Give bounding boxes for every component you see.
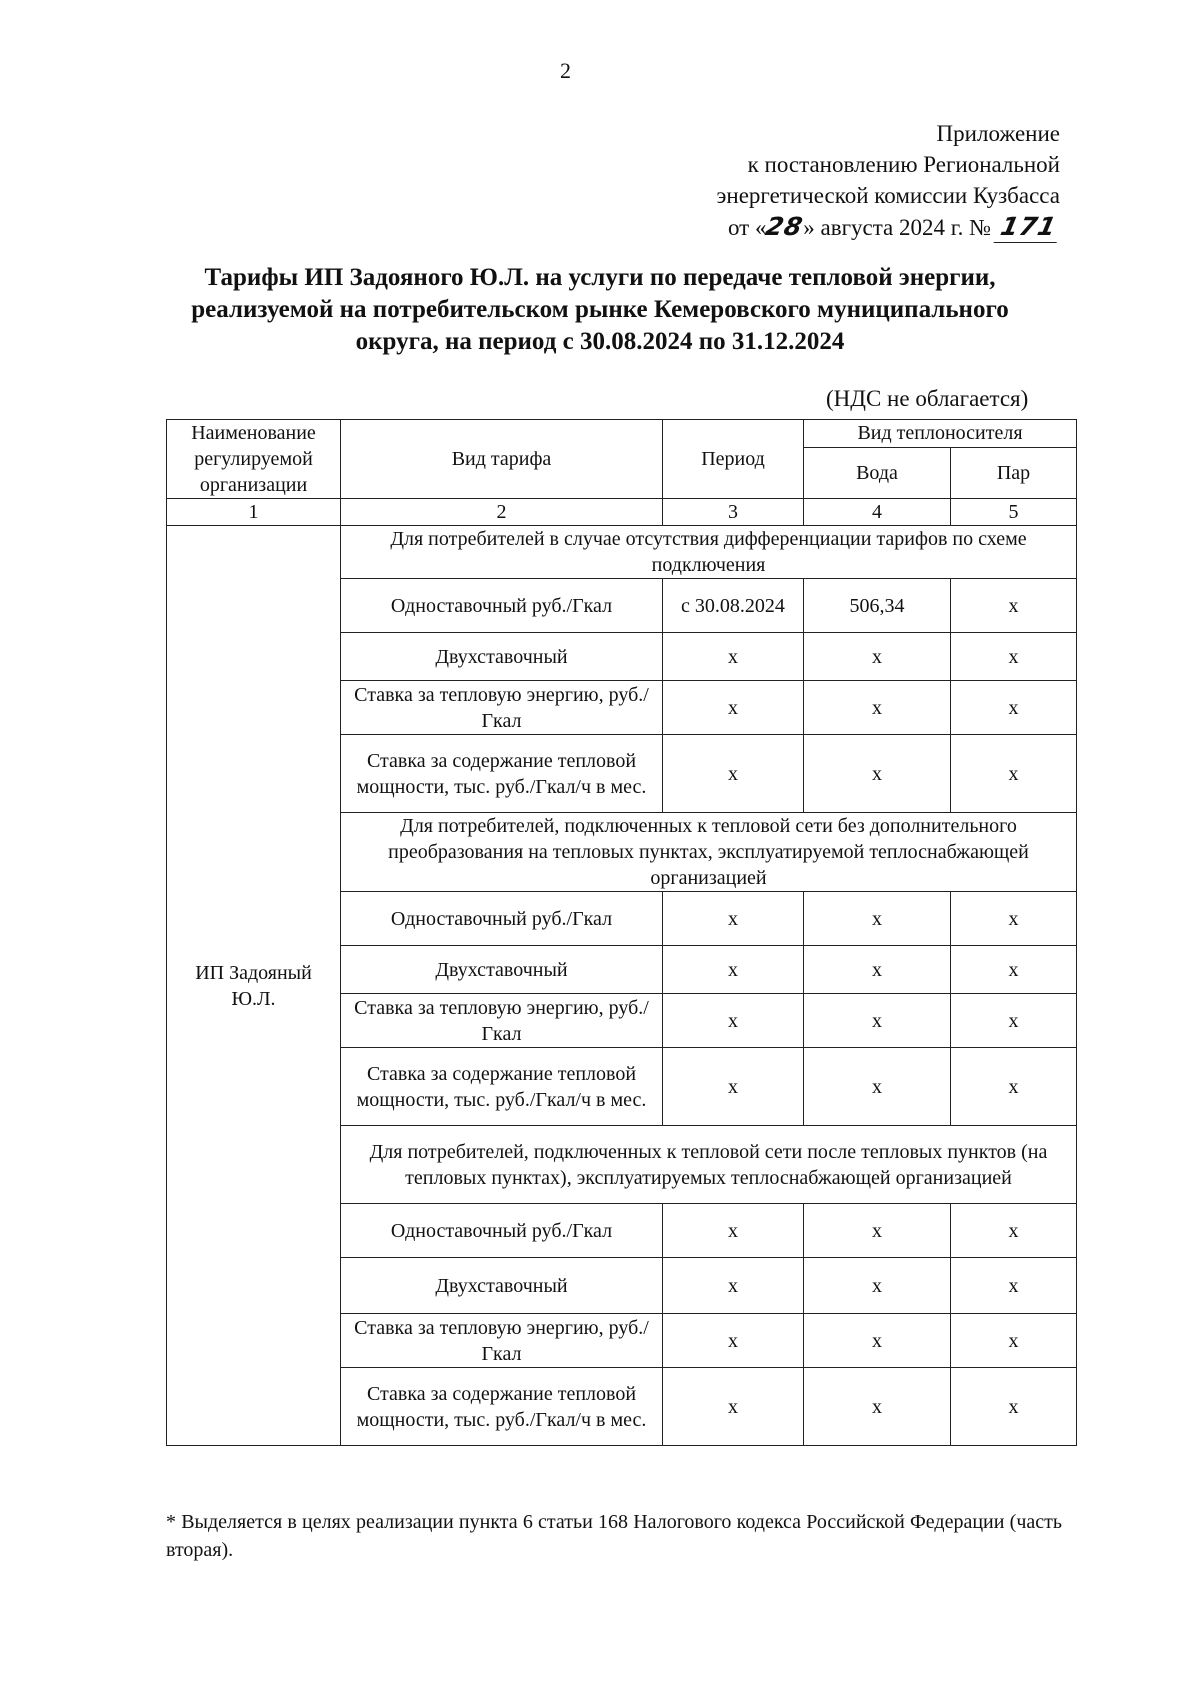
appendix-label: Приложение [936,121,1060,146]
water-cell: х [804,735,951,813]
tariff-type-cell: Одноставочный руб./Гкал [341,1204,663,1258]
footnote: * Выделяется в целях реализации пункта 6 статьи 168 Налогового кодекса Российской Федерации (часть вторая). [166,1511,1062,1561]
period-cell: с 30.08.2024 [663,579,804,633]
period-cell: х [663,735,804,813]
steam-cell: х [951,892,1077,946]
tariff-table [166,419,1077,1446]
period-cell: х [663,1048,804,1126]
water-cell: х [804,1258,951,1314]
handwritten-number: 171 [993,211,1063,243]
title-line-2: реализуемой на потребительском рынке Кемеровского муниципального [191,296,1009,323]
water-cell: х [804,633,951,681]
header-water: Вода [804,447,951,498]
steam-cell: х [951,1204,1077,1258]
water-cell: х [804,1048,951,1126]
period-cell: х [663,633,804,681]
tariff-type-cell: Ставка за тепловую энергию, руб./Гкал [341,681,663,735]
water-cell: х [804,1204,951,1258]
water-cell: х [804,994,951,1048]
page-number: 2 [560,58,571,83]
period-cell: х [663,1258,804,1314]
section-title-row [167,526,1077,579]
document-title [150,262,1050,358]
col-number: 3 [663,499,804,526]
col-number: 1 [167,499,341,526]
water-cell: х [804,681,951,735]
header-steam: Пар [951,447,1077,498]
water-cell: 506,34 [804,579,951,633]
tariff-type-cell: Ставка за содержание тепловой мощности, тыс. руб./Гкал/ч в мес. [341,1368,663,1446]
water-cell: х [804,1314,951,1368]
vat-note: (НДС не облагается) [826,386,1029,411]
organization-cell: ИП Задояный Ю.Л. [167,526,341,1446]
title-line-1: Тарифы ИП Задояного Ю.Л. на услуги по передаче тепловой энергии, [204,264,996,291]
header-period: Период [663,420,804,499]
tariff-type-cell: Ставка за тепловую энергию, руб./Гкал [341,994,663,1048]
tariff-type-cell: Двухставочный [341,946,663,994]
section-title: Для потребителей, подключенных к тепловой сети без дополнительного преобразования на тепловых пунктах, эксплуатируемой теплоснабжающей организацией [341,813,1077,892]
steam-cell: х [951,1048,1077,1126]
handwritten-day: 28 [763,212,807,241]
appendix-resolution: к постановлению Региональной [747,152,1060,177]
steam-cell: х [951,633,1077,681]
steam-cell: х [951,946,1077,994]
section-title: Для потребителей в случае отсутствия дифференциации тарифов по схеме подключения [341,526,1077,579]
period-cell: х [663,681,804,735]
tariff-type-cell: Ставка за содержание тепловой мощности, тыс. руб./Гкал/ч в мес. [341,735,663,813]
tariff-type-cell: Двухставочный [341,1258,663,1314]
date-prefix: от « [727,215,767,240]
header-row [167,420,1077,448]
col-number: 2 [341,499,663,526]
col-number: 4 [804,499,951,526]
tariff-type-cell: Одноставочный руб./Гкал [341,579,663,633]
date-mid: » августа 2024 г. № [803,215,992,240]
water-cell: х [804,892,951,946]
header-tariff-type: Вид тарифа [341,420,663,499]
steam-cell: х [951,1258,1077,1314]
water-cell: х [804,1368,951,1446]
water-cell: х [804,946,951,994]
col-number: 5 [951,499,1077,526]
period-cell: х [663,1314,804,1368]
section-title: Для потребителей, подключенных к тепловой сети после тепловых пунктов (на тепловых пунктах), эксплуатируемых теплоснабжающей организацией [341,1126,1077,1204]
period-cell: х [663,1368,804,1446]
steam-cell: х [951,735,1077,813]
header-carrier: Вид теплоносителя [804,420,1077,448]
column-number-row [167,499,1077,526]
appendix-header [600,118,1060,243]
appendix-commission: энергетической комиссии Кузбасса [716,183,1060,208]
period-cell: х [663,994,804,1048]
steam-cell: х [951,1368,1077,1446]
steam-cell: х [951,1314,1077,1368]
header-org: Наименование регулируемой организации [167,420,341,499]
period-cell: х [663,1204,804,1258]
period-cell: х [663,892,804,946]
steam-cell: х [951,579,1077,633]
tariff-type-cell: Двухставочный [341,633,663,681]
steam-cell: х [951,681,1077,735]
tariff-type-cell: Ставка за тепловую энергию, руб./Гкал [341,1314,663,1368]
tariff-type-cell: Одноставочный руб./Гкал [341,892,663,946]
period-cell: х [663,946,804,994]
tariff-type-cell: Ставка за содержание тепловой мощности, тыс. руб./Гкал/ч в мес. [341,1048,663,1126]
title-line-3: округа, на период с 30.08.2024 по 31.12.2024 [355,328,845,355]
appendix-date-line [600,211,1060,243]
steam-cell: х [951,994,1077,1048]
